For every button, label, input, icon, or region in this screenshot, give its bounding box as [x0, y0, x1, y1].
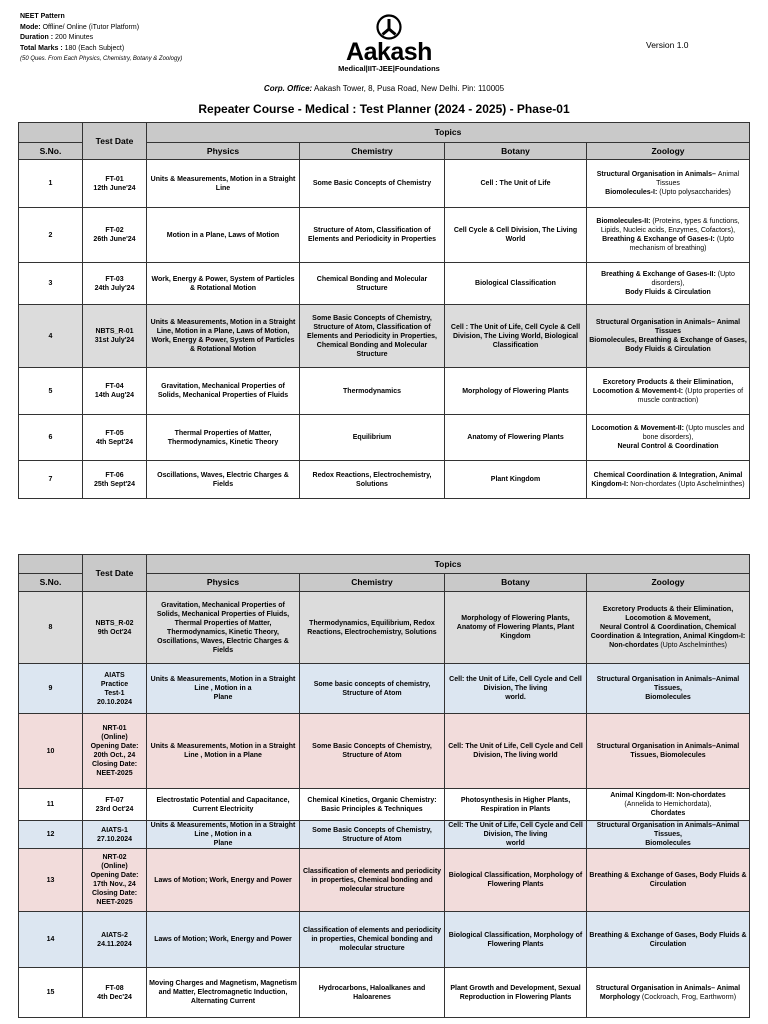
zoology-text: Breathing & Exchange of Gases, Body Fluids & Circulation — [589, 872, 747, 888]
zoology-cell — [587, 160, 750, 208]
physics-cell: Laws of Motion; Work, Energy and Power — [147, 912, 300, 968]
botany-cell: Biological Classification — [445, 263, 587, 305]
brand-name: Aakash — [346, 38, 432, 66]
chemistry-cell: Chemical Kinetics, Organic Chemistry: Basic Principles & Techniques — [300, 789, 445, 821]
zoology-text: Excretory Products & their Elimination, Locomotion & Movement-I: — [592, 378, 734, 395]
botany-cell: Cell Cycle & Cell Division, The Living World — [445, 208, 587, 263]
brand-tagline: Medical|IIT-JEE|Foundations — [338, 64, 440, 73]
zoology-text: Structural Organisation in Animals–Animal Tissues, Biomolecules — [596, 822, 740, 847]
sno-cell: 7 — [19, 461, 83, 499]
sno-cell: 15 — [19, 968, 83, 1018]
table-row — [19, 912, 750, 968]
zoology-cell — [587, 263, 750, 305]
botany-cell: Photosynthesis in Higher Plants, Respiration in Plants — [445, 789, 587, 821]
physics-cell: Thermal Properties of Matter, Thermodynamics, Kinetic Theory — [147, 415, 300, 461]
table-1-body — [19, 160, 750, 499]
torch-icon — [374, 14, 404, 40]
zoology-cell — [587, 789, 750, 821]
botany-cell: Cell : The Unit of Life — [445, 160, 587, 208]
zoology-text: (Upto disorders), — [651, 271, 735, 287]
table-row — [19, 305, 750, 368]
table-row — [19, 592, 750, 664]
zoology-text: Chordates — [650, 810, 686, 817]
zoology-text: Non-chordates (Upto Aschelminthes) — [630, 480, 745, 488]
mode-value: Offline/ Online (iTutor Platform) — [42, 23, 140, 31]
zoology-text: Structural Organisation in Animals–Animal Tissues, Biomolecules — [596, 676, 740, 701]
test-date-cell: FT-06 25th Sept'24 — [83, 461, 147, 499]
table-row — [19, 461, 750, 499]
table-row — [19, 368, 750, 415]
chemistry-cell: Thermodynamics, Equilibrium, Redox Reactions, Electrochemistry, Solutions — [300, 592, 445, 664]
sno-cell: 8 — [19, 592, 83, 664]
botany-cell: Cell: The Unit of Life, Cell Cycle and Cell Division, The living world — [445, 714, 587, 789]
botany-cell: Cell : The Unit of Life, Cell Cycle & Cell Division, The Living World, Biological Classification — [445, 305, 587, 368]
office-label: Corp. Office: — [263, 84, 313, 93]
header-zoology: Zoology — [587, 574, 750, 592]
header-sno: S.No. — [19, 143, 83, 160]
sno-cell: 1 — [19, 160, 83, 208]
zoology-text: Structural Organisation in Animals– Animal Tissues Biomolecules, Breathing & Exchange of Gases, Body Fluids & Circulation — [589, 319, 747, 353]
botany-cell: Anatomy of Flowering Plants — [445, 415, 587, 461]
chemistry-cell: Equilibrium — [300, 415, 445, 461]
physics-cell: Units & Measurements, Motion in a Straight Line , Motion in a Plane — [147, 821, 300, 849]
physics-cell: Motion in a Plane, Laws of Motion — [147, 208, 300, 263]
botany-cell: Plant Kingdom — [445, 461, 587, 499]
zoology-text: (Upto Aschelminthes) — [660, 642, 727, 649]
botany-cell: Biological Classification, Morphology of Flowering Plants — [445, 912, 587, 968]
zoology-text: Animal Tissues — [656, 171, 740, 187]
zoology-text: Biomolecules-I: — [605, 189, 660, 196]
test-date-cell: FT-01 12th June'24 — [83, 160, 147, 208]
header-blank — [19, 123, 83, 143]
chemistry-cell: Chemical Bonding and Molecular Structure — [300, 263, 445, 305]
zoology-cell — [587, 849, 750, 912]
zoology-cell — [587, 664, 750, 714]
zoology-text: (Upto muscles and bone disorders), — [642, 425, 745, 441]
zoology-text: Biomolecules-II: — [596, 218, 653, 225]
sno-cell: 13 — [19, 849, 83, 912]
zoology-text: (Proteins, types & functions, Lipids, Nucleic acids, Enzymes, Cofactors), — [600, 218, 740, 234]
marks-label: Total Marks : — [20, 44, 63, 52]
botany-cell: Biological Classification, Morphology of Flowering Plants — [445, 849, 587, 912]
test-date-cell: FT-07 23rd Oct'24 — [83, 789, 147, 821]
office-address: Aakash Tower, 8, Pusa Road, New Delhi. Pin: 110005 — [314, 84, 505, 93]
header-test-date: Test Date — [83, 123, 147, 160]
header-sno: S.No. — [19, 574, 83, 592]
header-blank — [19, 555, 83, 574]
test-date-cell: AIATS-2 24.11.2024 — [83, 912, 147, 968]
sno-cell: 5 — [19, 368, 83, 415]
sno-cell: 4 — [19, 305, 83, 368]
test-date-cell: FT-04 14th Aug'24 — [83, 368, 147, 415]
zoology-cell — [587, 714, 750, 789]
table-row — [19, 208, 750, 263]
physics-cell: Oscillations, Waves, Electric Charges & Fields — [147, 461, 300, 499]
sno-cell: 11 — [19, 789, 83, 821]
table-row — [19, 849, 750, 912]
table-row — [19, 160, 750, 208]
table-row — [19, 415, 750, 461]
physics-cell: Gravitation, Mechanical Properties of Solids, Mechanical Properties of Fluids — [147, 368, 300, 415]
zoology-text: Chemical Coordination & Integration, Animal Kingdom-I: — [591, 471, 743, 488]
marks-value: 180 (Each Subject) — [64, 44, 125, 52]
page-title: Repeater Course - Medical : Test Planner (2024 - 2025) - Phase-01 — [198, 102, 570, 116]
test-planner-table-1 — [18, 122, 750, 499]
chemistry-cell: Redox Reactions, Electrochemistry, Solutions — [300, 461, 445, 499]
zoology-cell — [587, 368, 750, 415]
chemistry-cell: Some Basic Concepts of Chemistry — [300, 160, 445, 208]
zoology-text: Breathing & Exchange of Gases, Body Fluids & Circulation — [589, 931, 747, 948]
zoology-text: (Cockroach, Frog, Earthworm) — [641, 993, 737, 1001]
zoology-cell — [587, 592, 750, 664]
physics-cell: Units & Measurements, Motion in a Straight Line, Motion in a Plane, Laws of Motion, Work, Energy & Power, System of Particles & Rotational Motion — [147, 305, 300, 368]
mode-label: Mode: — [20, 23, 41, 31]
zoology-cell — [587, 912, 750, 968]
pattern-label: NEET Pattern — [20, 13, 65, 20]
zoology-text: Structural Organisation in Animals– — [596, 171, 718, 178]
zoology-text: Structural Organisation in Animals–Animal Tissues, Biomolecules — [596, 743, 740, 759]
table-row — [19, 821, 750, 849]
zoology-text: Excretory Products & their Elimination, Locomotion & Movement, Neural Control & Coordination, Chemical Coordination & Integration, Animal Kingdom-I: Non-chordates — [590, 606, 746, 649]
test-date-cell: NRT-01 (Online) Opening Date: 20th Oct., 24 Closing Date: NEET-2025 — [83, 714, 147, 789]
chemistry-cell: Hydrocarbons, Haloalkanes and Haloarenes — [300, 968, 445, 1018]
physics-cell: Work, Energy & Power, System of Particles & Rotational Motion — [147, 263, 300, 305]
chemistry-cell: Classification of elements and periodicity in properties, Chemical bonding and molecular structure — [300, 849, 445, 912]
table-row — [19, 968, 750, 1018]
table-row — [19, 664, 750, 714]
botany-cell: Morphology of Flowering Plants — [445, 368, 587, 415]
botany-cell: Morphology of Flowering Plants, Anatomy of Flowering Plants, Plant Kingdom — [445, 592, 587, 664]
duration-value: 200 Minutes — [55, 34, 94, 41]
sno-cell: 2 — [19, 208, 83, 263]
physics-cell: Gravitation, Mechanical Properties of Solids, Mechanical Properties of Fluids, Thermal Properties of Matter, Thermodynamics, Kinetic Theory, Oscillations, Waves, Electric Charges & Fields — [147, 592, 300, 664]
corp-office — [0, 84, 768, 93]
sno-cell: 6 — [19, 415, 83, 461]
chemistry-cell: Classification of elements and periodicity in properties, Chemical bonding and molecular structure — [300, 912, 445, 968]
zoology-text: (Upto polysaccharides) — [659, 189, 731, 196]
test-planner-table-2 — [18, 554, 750, 1018]
zoology-cell — [587, 305, 750, 368]
physics-cell: Units & Measurements, Motion in a Straight Line — [147, 160, 300, 208]
header-topics: Topics — [147, 555, 750, 574]
header-zoology: Zoology — [587, 143, 750, 160]
botany-cell: Cell: the Unit of Life, Cell Cycle and Cell Division, The living world. — [445, 664, 587, 714]
test-date-cell: NBTS_R-01 31st July'24 — [83, 305, 147, 368]
physics-cell: Units & Measurements, Motion in a Straight Line , Motion in a Plane — [147, 664, 300, 714]
physics-cell: Electrostatic Potential and Capacitance, Current Electricity — [147, 789, 300, 821]
table-row — [19, 714, 750, 789]
header-physics: Physics — [147, 574, 300, 592]
table-2-body — [19, 592, 750, 1018]
aakash-logo — [328, 14, 450, 73]
header-topics: Topics — [147, 123, 750, 143]
test-date-cell: FT-02 26th June'24 — [83, 208, 147, 263]
zoology-cell — [587, 415, 750, 461]
chemistry-cell: Some Basic Concepts of Chemistry, Structure of Atom, Classification of Elements and Periodicity in Properties, Chemical Bonding and Molecular Structure — [300, 305, 445, 368]
test-date-cell: FT-08 4th Dec'24 — [83, 968, 147, 1018]
header-test-date: Test Date — [83, 555, 147, 592]
table-row — [19, 263, 750, 305]
chemistry-cell: Some basic concepts of chemistry, Structure of Atom — [300, 664, 445, 714]
test-date-cell: AIATS-1 27.10.2024 — [83, 821, 147, 849]
header-chemistry: Chemistry — [300, 143, 445, 160]
zoology-cell — [587, 968, 750, 1018]
zoology-text: (Annelida to Hemichordata), — [624, 801, 712, 808]
test-date-cell: NBTS_R-02 9th Oct'24 — [83, 592, 147, 664]
chemistry-cell: Some Basic Concepts of Chemistry, Structure of Atom — [300, 714, 445, 789]
zoology-text: Animal Kingdom-II: Non-chordates — [610, 792, 726, 799]
zoology-text: Structural Organisation in Animals– Animal Morphology — [595, 984, 741, 1001]
test-date-cell: NRT-02 (Online) Opening Date: 17th Nov., 24 Closing Date: NEET-2025 — [83, 849, 147, 912]
table-row — [19, 789, 750, 821]
zoology-text: Neural Control & Coordination — [617, 443, 719, 450]
sno-cell: 12 — [19, 821, 83, 849]
header-chemistry: Chemistry — [300, 574, 445, 592]
botany-cell: Cell: The Unit of Life, Cell Cycle and Cell Division, The living world — [445, 821, 587, 849]
sno-cell: 14 — [19, 912, 83, 968]
physics-cell: Moving Charges and Magnetism, Magnetism and Matter, Electromagnetic Induction, Alternating Current — [147, 968, 300, 1018]
zoology-text: Body Fluids & Circulation — [625, 289, 711, 296]
test-date-cell: AIATS Practice Test-1 20.10.2024 — [83, 664, 147, 714]
zoology-text: Breathing & Exchange of Gases-I: — [602, 236, 717, 243]
zoology-cell — [587, 461, 750, 499]
zoology-text: Breathing & Exchange of Gases-II: — [601, 271, 718, 278]
zoology-cell — [587, 821, 750, 849]
chemistry-cell: Structure of Atom, Classification of Elements and Periodicity in Properties — [300, 208, 445, 263]
exam-meta — [20, 12, 182, 65]
zoology-text: (Upto properties of muscle contraction) — [637, 387, 744, 404]
zoology-text: (Upto mechanism of breathing) — [629, 236, 734, 252]
botany-cell: Plant Growth and Development, Sexual Reproduction in Flowering Plants — [445, 968, 587, 1018]
zoology-text: Locomotion & Movement-II: — [591, 425, 686, 432]
question-note: (50 Ques. From Each Physics, Chemistry, Botany & Zoology) — [20, 56, 183, 62]
test-date-cell: FT-05 4th Sept'24 — [83, 415, 147, 461]
sno-cell: 10 — [19, 714, 83, 789]
test-date-cell: FT-03 24th July'24 — [83, 263, 147, 305]
header-botany: Botany — [445, 143, 587, 160]
physics-cell: Laws of Motion; Work, Energy and Power — [147, 849, 300, 912]
sno-cell: 3 — [19, 263, 83, 305]
chemistry-cell: Some Basic Concepts of Chemistry, Structure of Atom — [300, 821, 445, 849]
version-label: Version 1.0 — [646, 40, 689, 50]
header-physics: Physics — [147, 143, 300, 160]
physics-cell: Units & Measurements, Motion in a Straight Line , Motion in a Plane — [147, 714, 300, 789]
zoology-cell — [587, 208, 750, 263]
header-botany: Botany — [445, 574, 587, 592]
sno-cell: 9 — [19, 664, 83, 714]
duration-label: Duration : — [20, 34, 54, 41]
chemistry-cell: Thermodynamics — [300, 368, 445, 415]
